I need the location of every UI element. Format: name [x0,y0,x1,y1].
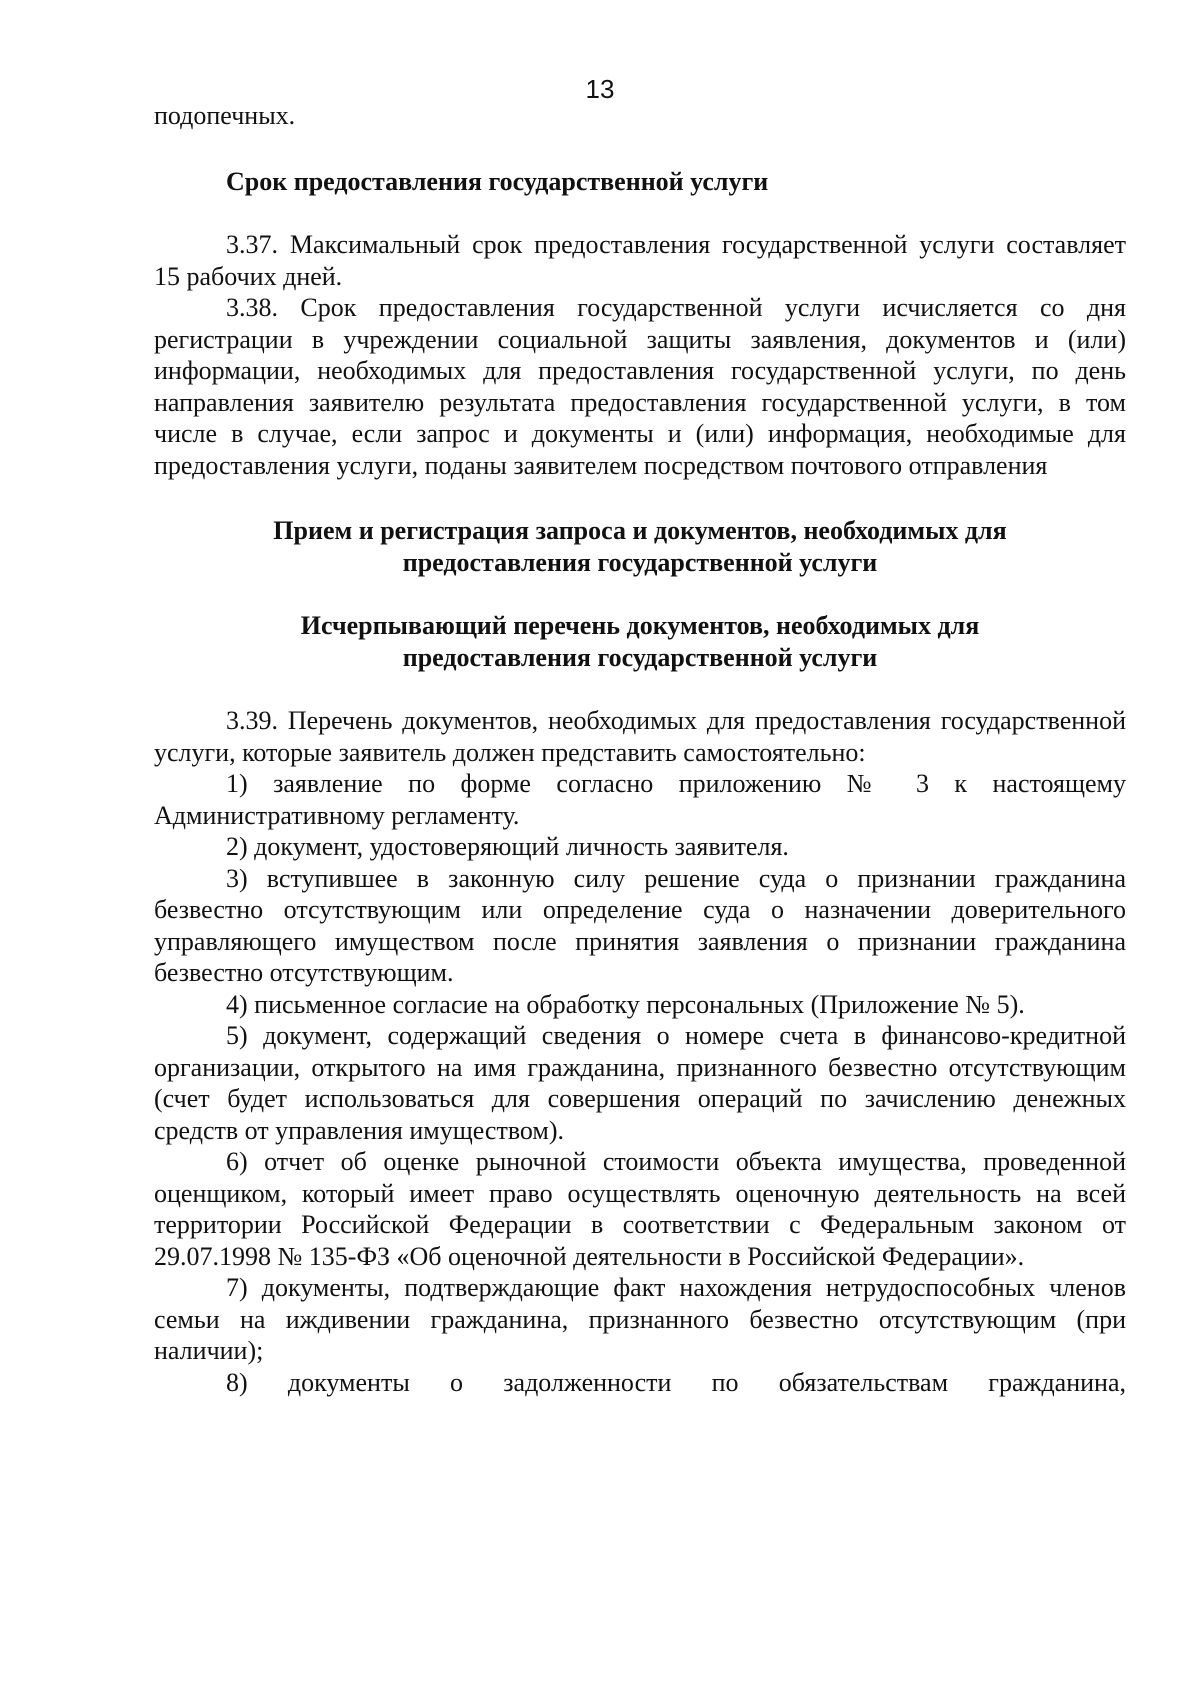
section-heading-document-list [154,610,1126,673]
heading-line: Исчерпывающий перечень документов, необходимых для [300,611,980,640]
page-number: 13 [585,74,615,104]
heading-line: предоставления государственной услуги [402,642,878,672]
document-list [154,768,1126,1398]
paragraph-3-37: 3.37. Максимальный срок предоставления государственной услуги составляет 15 рабочих дней. [154,230,1126,291]
paragraph-3-39: 3.39. Перечень документов, необходимых для предоставления государственной услуги, которые заявитель должен представить самостоятельно: [154,706,1126,767]
document-body [154,100,1126,1398]
list-item: 7) документы, подтверждающие факт нахождения нетрудоспособных членов семьи на иждивении гражданина, признанного безвестно отсутствующим (при наличии); [154,1273,1126,1365]
list-item: 3) вступившее в законную силу решение суда о признании гражданина безвестно отсутствующим или определение суда о назначении доверительного управляющего имуществом после принятия заявления о признании гражданина безвестно отсутствующим. [154,863,1126,987]
list-item: 1) заявление по форме согласно приложению № 3 к настоящему Административному регламенту. [154,769,1126,830]
section-heading-term: Срок предоставления государственной услуги [226,166,769,196]
list-item: 4) письменное согласие на обработку персональных (Приложение № 5). [226,989,1025,1019]
section-heading-reception [154,515,1126,578]
list-item: 6) отчет об оценке рыночной стоимости объекта имущества, проведенной оценщиком, который имеет право осуществлять оценочную деятельность на всей территории Российской Федерации в соответствии с Федеральным законом от 29.07.1998 № 135-ФЗ «Об оценочной деятельности в Российской Федерации». [154,1147,1126,1271]
list-item: 2) документ, удостоверяющий личность заявителя. [226,832,789,861]
heading-line: Прием и регистрация запроса и документов, необходимых для [273,516,1007,545]
heading-line: предоставления государственной услуги [402,547,878,577]
list-item: 8) документы о задолженности по обязательствам гражданина, [226,1367,1126,1397]
continuation-text: подопечных. [154,101,296,130]
paragraph-3-38: 3.38. Срок предоставления государственной услуги исчисляется со дня регистрации в учреждении социальной защиты заявления, документов и (или) информации, необходимых для предоставления государственной услуги, по день направления заявителю результата предоставления государственной услуги, в том числе в случае, если запрос и документы и (или) информация, необходимые для предоставления услуги, поданы заявителем посредством почтового отправления [154,293,1126,480]
list-item: 5) документ, содержащий сведения о номере счета в финансово-кредитной организации, открытого на имя гражданина, признанного безвестно отсутствующим (счет будет использоваться для совершения операций по зачислению денежных средств от управления имуществом). [154,1021,1126,1145]
